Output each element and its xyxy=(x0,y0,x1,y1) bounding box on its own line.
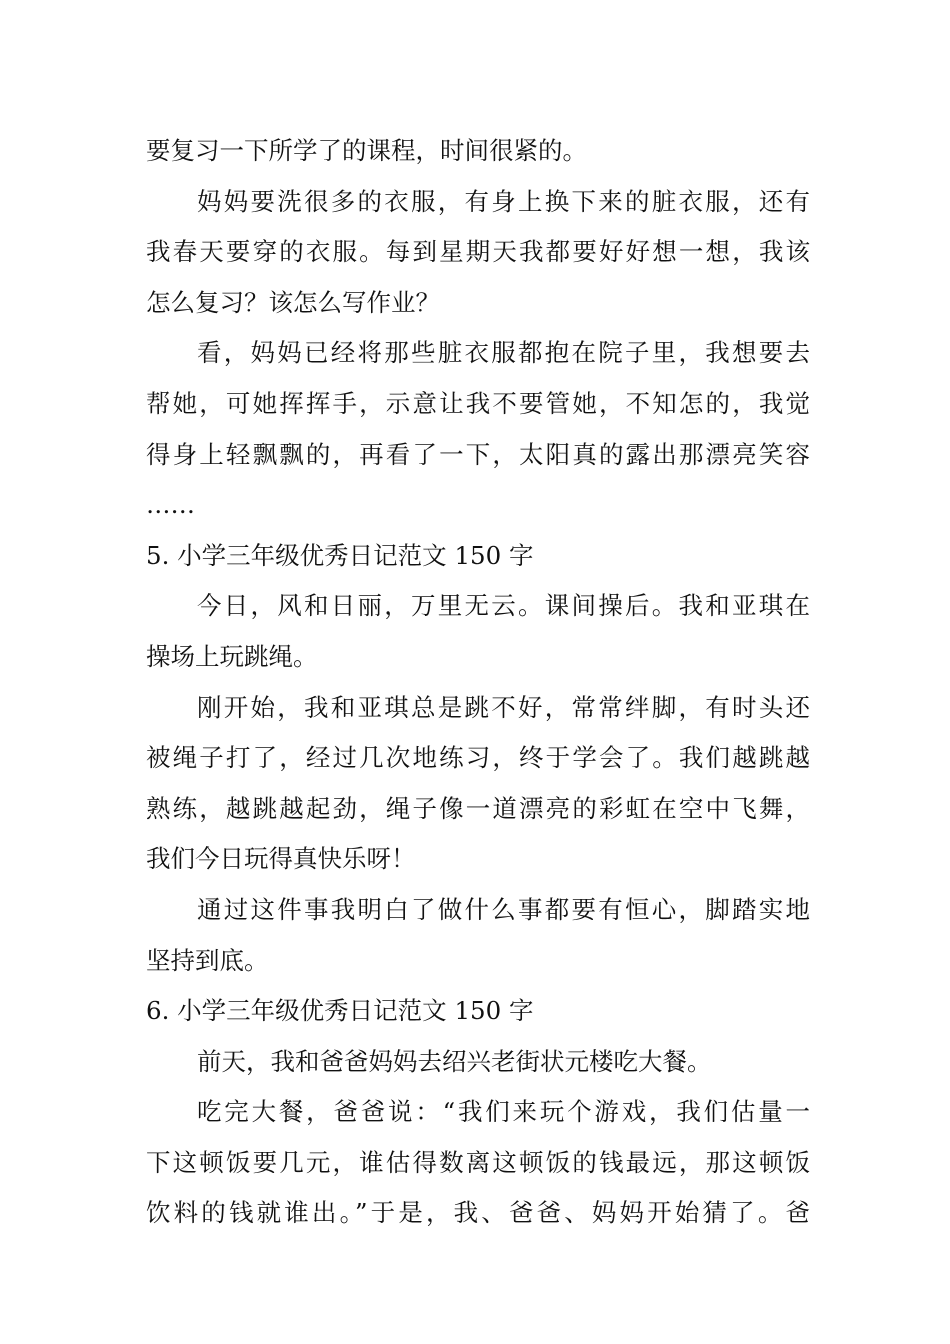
paragraph-line: 操场上玩跳绳。 xyxy=(146,641,318,671)
paragraph-line: 看，妈妈已经将那些脏衣服都抱在院子里，我想要去 xyxy=(197,338,810,368)
paragraph-line: 我们今日玩得真快乐呀！ xyxy=(146,844,416,874)
paragraph-line: 怎么复习？该怎么写作业？ xyxy=(146,287,440,317)
paragraph-line: 吃完大餐，爸爸说：“我们来玩个游戏，我们估量一 xyxy=(197,1097,810,1127)
paragraph-line: 帮她，可她挥挥手，示意让我不要管她，不知怎的，我觉 xyxy=(146,388,810,418)
paragraph-line: 妈妈要洗很多的衣服，有身上换下来的脏衣服，还有 xyxy=(197,186,810,216)
paragraph-line: 坚持到底。 xyxy=(146,945,269,975)
section-heading: 5. 小学三年级优秀日记范文 150 字 xyxy=(146,540,534,570)
paragraph-line: 刚开始，我和亚琪总是跳不好，常常绊脚，有时头还 xyxy=(197,692,810,722)
paragraph-line: 下这顿饭要几元，谁估得数离这顿饭的钱最远，那这顿饭 xyxy=(146,1147,810,1177)
paragraph-line: 熟练，越跳越起劲，绳子像一道漂亮的彩虹在空中飞舞， xyxy=(146,793,810,823)
paragraph-line: 通过这件事我明白了做什么事都要有恒心，脚踏实地 xyxy=(197,894,810,924)
document-page xyxy=(146,126,810,1239)
section-heading: 6. 小学三年级优秀日记范文 150 字 xyxy=(146,996,534,1026)
paragraph-line: 我春天要穿的衣服。每到星期天我都要好好想一想，我该 xyxy=(146,237,810,267)
paragraph-line: 要复习一下所学了的课程，时间很紧的。 xyxy=(146,136,587,165)
paragraph-line: …… xyxy=(146,490,195,520)
paragraph-line: 今日，风和日丽，万里无云。课间操后。我和亚琪在 xyxy=(197,591,810,621)
paragraph-line: 得身上轻飘飘的，再看了一下，太阳真的露出那漂亮笑容 xyxy=(146,439,810,469)
paragraph-line: 前天，我和爸爸妈妈去绍兴老街状元楼吃大餐。 xyxy=(197,1046,712,1076)
paragraph-line: 被绳子打了，经过几次地练习，终于学会了。我们越跳越 xyxy=(146,743,810,773)
paragraph-line: 饮料的钱就谁出。”于是，我、爸爸、妈妈开始猜了。爸 xyxy=(146,1198,810,1228)
